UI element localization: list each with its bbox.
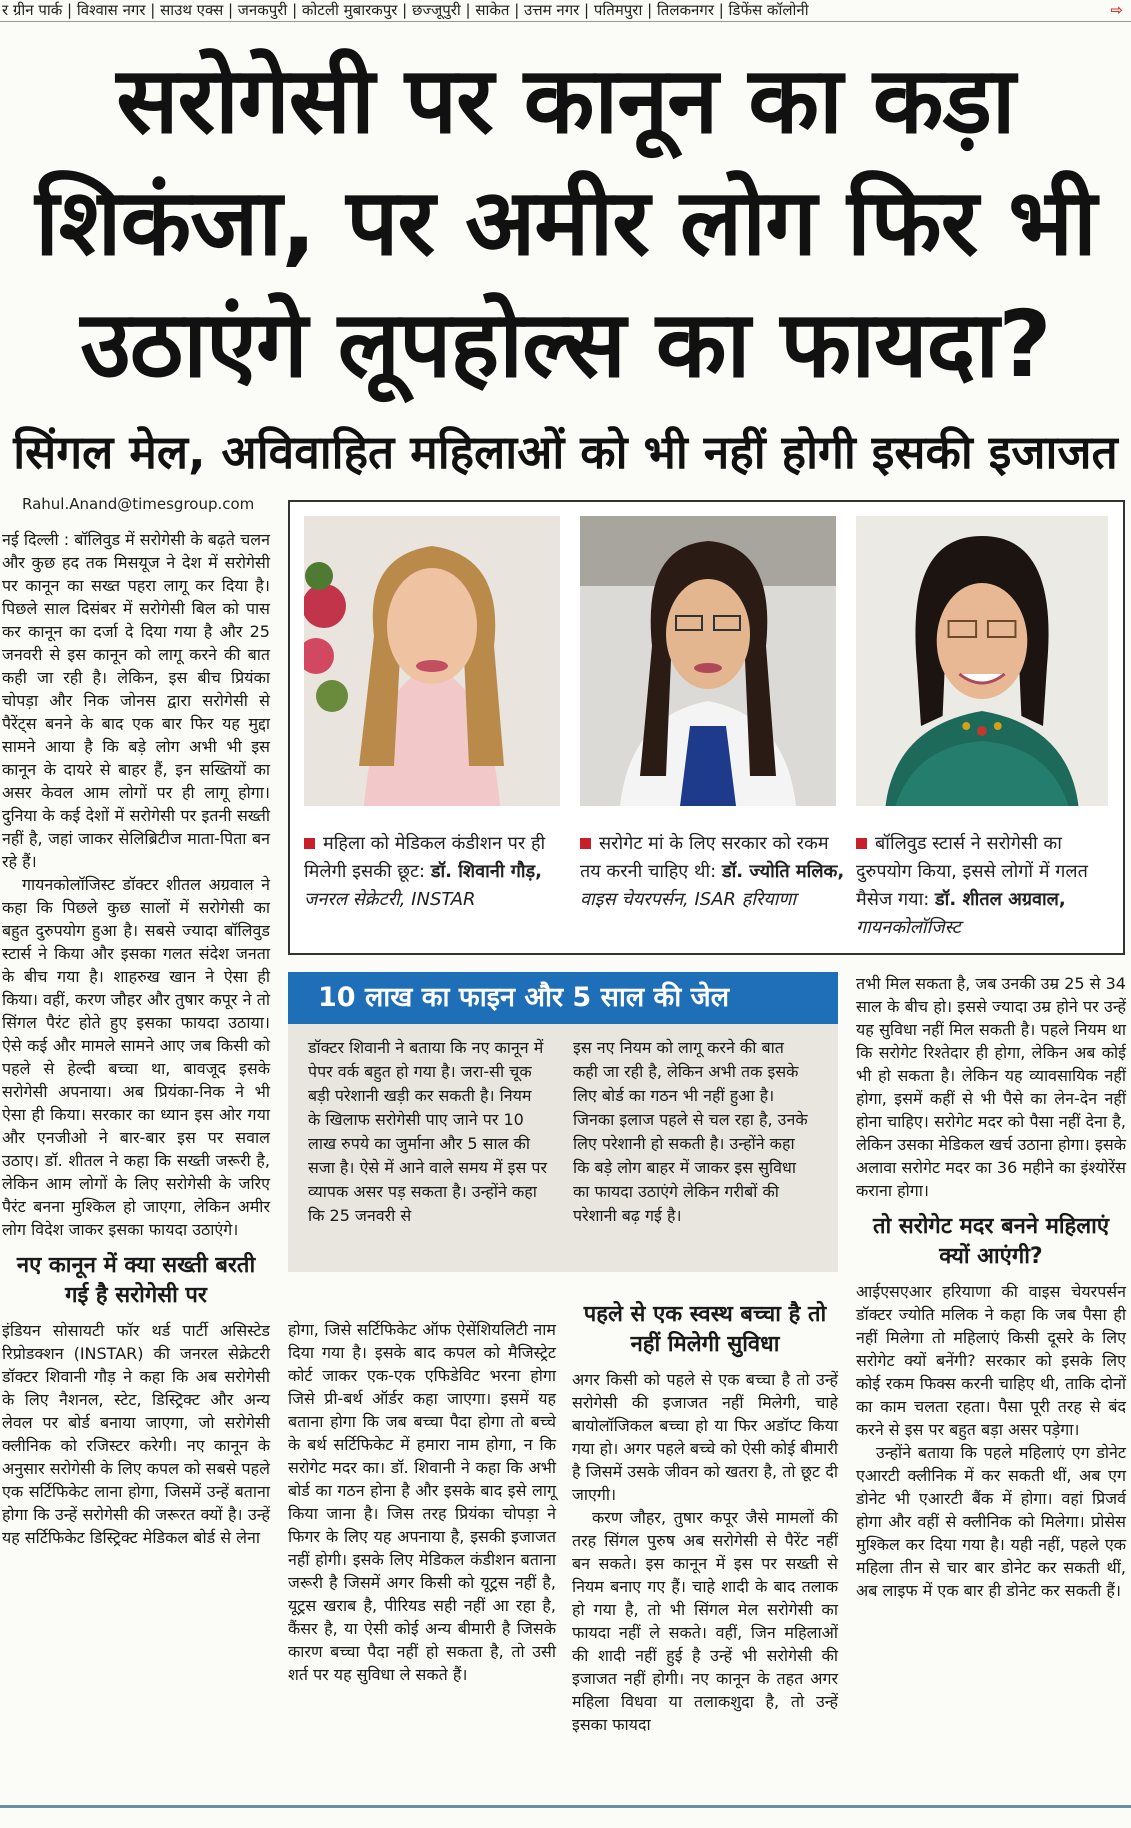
caption-2 (580, 830, 850, 914)
col4-para-3: उन्होंने बताया कि पहले महिलाएं एग डोनेट एआरटी क्लीनिक में कर सकती थीं, अब एग डोनेट भी एआरटी बैंक में होगा। वहां प्रिजर्व होगा और वहीं से क्लीनिक को मिलेगा। प्रोसेस मुश्किल कर दिया गया है। यही नहीं, पहले एक महिला तीन से चार बार डोनेट कर सकती थीं, अब लाइफ में एक बार ही डोनेट कर सकती हैं। (856, 1443, 1126, 1600)
location-bar (0, 0, 1131, 22)
subheadline: सिंगल मेल, अविवाहित महिलाओं को भी नहीं होगी इसकी इजाजत (13, 425, 1118, 479)
col1-para-2: गायनकोलॉजिस्ट डॉक्टर शीतल अग्रवाल ने कहा कि पिछले कुछ सालों में सरोगेसी का बहुत दुरुपयोग हुआ है। सबसे ज्यादा बॉलिवुड स्टार्स ने किया और इसका गलत संदेश जनता के बीच गया है। शाहरुख खान ने ऐसा ही किया। वहीं, करण जौहर और तुषार कपूर ने तो सिंगल पैरंट होते हुए इसका फायदा उठाया। ऐसे कई और मामले सामने आए जब किसी को पहले से हेल्दी बच्चा था, बावजूद इसके सरोगेसी अपनाया। अब प्रियंका-निक ने भी ऐसा ही किया। सरकार का ध्यान इस ओर गया और एनजीओ ने बार-बार इस पर सवाल उठाए। डॉ. शीतल ने कहा कि सख्ती जरूरी है, लेकिन आम लोगों के लिए सरोगेसी के जरिए पैरंट बनना मुश्किल हो जाएगा, लेकिन अमीर लोग विदेश जाकर इसका फायदा उठाएंगे। (2, 875, 270, 1239)
fact-box-left: डॉक्टर शिवानी ने बताया कि नए कानून में पेपर वर्क बहुत हो गया है। जरा-सी चूक बड़ी परेशानी खड़ी कर सकती है। नियम के खिलाफ सरोगेसी पाए जाने पर 10 लाख रुपये का जुर्माना और 5 साल की सजा है। ऐसे में आने वाले समय में इस पर व्यापक असर पड़ सकता है। उन्होंने कहा कि 25 जनवरी से (308, 1038, 548, 1225)
headline (0, 40, 1131, 406)
headline-line-3: उठाएंगे लूपहोल्स का फायदा? (80, 291, 1051, 398)
caption-3 (856, 830, 1114, 942)
col4-heading: तो सरोगेट मदर बनने महिलाएं क्यों आएंगी? (872, 1214, 1110, 1269)
caption-2-text: सरोगेट मां के लिए सरकार को रकम तय करनी चाहिए थी: (580, 833, 829, 882)
photo-dr-shivani-gaur (304, 516, 560, 806)
bullet-square-icon (580, 838, 591, 849)
byline: Rahul.Anand@timesgroup.com (22, 495, 255, 513)
photo-dr-jyoti-malik (580, 516, 836, 806)
fact-box (288, 972, 838, 1272)
col4-para-2: आईएसएआर हरियाणा की वाइस चेयरपर्सन डॉक्टर ज्योति मलिक ने कहा कि जब पैसा ही नहीं मिलेगा तो महिलाएं किसी दूसरे के लिए सरोगेट क्यों बनेंगी? सरकार को इसके लिए कोई रकम फिक्स करनी चाहिए थी, ताकि दोनों का काम चलता रहता। पैसा पूरी तरह से बंद करने से इस पर बहुत बड़ा असर पड़ेगा। (856, 1282, 1126, 1439)
headline-line-1: सरोगेसी पर कानून का कड़ा (116, 47, 1015, 154)
bullet-square-icon (856, 838, 867, 849)
caption-1-title: जनरल सेक्रेटरी, INSTAR (304, 889, 476, 910)
fact-box-title: 10 लाख का फाइन और 5 साल की जेल (288, 972, 838, 1024)
caption-1-text: महिला को मेडिकल कंडीशन पर ही मिलेगी इसकी छूट: (304, 833, 546, 882)
column-2 (288, 1318, 556, 1686)
caption-2-title: वाइस चेयरपर्सन, ISAR हरियाणा (580, 889, 797, 910)
caption-1-name: डॉ. शिवानी गौड़, (430, 861, 543, 882)
col4-para-1: तभी मिल सकता है, जब उनकी उम्र 25 से 34 साल के बीच हो। इससे ज्यादा उम्र होने पर उन्हें यह सुविधा नहीं मिल सकती है। पहले नियम था कि सरोगेट रिश्तेदार ही होगा, लेकिन अब कोई भी हो सकता है। लेकिन यह व्यावसायिक नहीं होगा, इसमें कहीं से भी पैसे का लेन-देन नहीं होना चाहिए। सरोगेट मदर को पैसा नहीं देना है, लेकिन उसका मेडिकल खर्च उठाना होगा। इसके अलावा सरोगेट मदर का 36 महीने का इंश्योरेंस कराना होगा। (856, 974, 1126, 1200)
location-list: र ग्रीन पार्क | विश्वास नगर | साउथ एक्स | जनकपुरी | कोटली मुबारकपुर | छज्जूपुरी | साकेत | उत्तम नगर | पतिमपुरा | तिलकनगर | डिफेंस कॉलोनी (2, 1, 809, 19)
col1-para-1: नई दिल्ली : बॉलिवुड में सरोगेसी के बढ़ते चलन और कुछ हद तक मिसयूज ने देश में सरोगेसी पर कानून का सख्त पहरा लागू कर दिया है। पिछले साल दिसंबर में सरोगेसी बिल को पास कर कानून का दर्जा दे दिया गया है और 25 जनवरी से इस कानून को लागू करने की बात कही जा रही है। लेकिन, इस बीच प्रियंका चोपड़ा और निक जोनस द्वारा सरोगेसी से पैरेंट्स बनने के बाद एक बार फिर यह मुद्दा सामने आया है कि बड़े लोग अभी भी इस कानून के दायरे से बाहर हैं, इन सख्तियों का असर केवल आम लोगों पर ही लागू होगा। दुनिया के कई देशों में सरोगेसी पर इतनी सख्ती नहीं है, जहां जाकर सेलिब्रिटीज माता-पिता बन रहे हैं। (2, 530, 270, 871)
col3-para-1: अगर किसी को पहले से एक बच्चा है तो उन्हें सरोगेसी की इजाजत नहीं मिलेगी, चाहे बायोलॉजिकल बच्चा हो या फिर अडॉप्ट किया गया हो। अगर पहले बच्चे को ऐसी कोई बीमारी है जिसमें उसके जीवन को खतरा है, तो छूट दी जाएगी। (572, 1370, 838, 1504)
photo-dr-sheetal-agarwal (856, 516, 1108, 806)
headline-line-2: शिकंजा, पर अमीर लोग फिर भी (35, 169, 1096, 276)
col2-para-1: होगा, जिसे सर्टिफिकेट ऑफ ऐसेंशियलिटी नाम दिया गया है। इसके बाद कपल को मैजिस्ट्रेट कोर्ट जाकर एक-एक एफिडेविट भरना होगा जिसे प्री-बर्थ ऑर्डर कहा जाएगा। इसमें यह बताना होगा कि जब बच्चा पैदा होगा तो बच्चे के बर्थ सर्टिफिकेट में हमारा नाम होगा, न कि सरोगेट मदर का। डॉ. शिवानी ने कहा कि अभी बोर्ड का गठन होना है और इसके बाद इसे लागू किया जाना है। जिस तरह प्रियंका चोपड़ा ने फिगर के लिए यह अपनाया है, इसकी इजाजत नहीं होगी। इसके लिए मेडिकल कंडीशन बताना जरूरी है जिसमें अगर किसी को यूट्रस नहीं है, यूट्रस खराब है, पीरियड सही नहीं आ रहा है, कैंसर है, या ऐसी कोई अन्य बीमारी है जिसके कारण बच्चा पैदा नहीं हो सकता है, तो उसी शर्त पर यह सुविधा ले सकते हैं। (288, 1320, 556, 1684)
caption-3-text: बॉलिवुड स्टार्स ने सरोगेसी का दुरुपयोग किया, इससे लोगों में गलत मैसेज गया: (856, 833, 1088, 910)
col1-heading: नए कानून में क्या सख्ती बरती गई है सरोगेसी पर (16, 1253, 256, 1308)
photo-panel (288, 500, 1125, 955)
caption-2-name: डॉ. ज्योति मलिक, (721, 861, 845, 882)
column-3 (572, 1300, 838, 1736)
bottom-rule (0, 1805, 1131, 1808)
column-4 (856, 972, 1126, 1602)
caption-1 (304, 830, 574, 914)
col3-para-2: करण जौहर, तुषार कपूर जैसे मामलों की तरह सिंगल पुरुष अब सरोगेसी से पैरेंट नहीं बन सकते। इस कानून में इस पर सख्ती से नियम बनाए गए हैं। चाहे शादी के बाद तलाक हो गया है, तो भी सिंगल मेल सरोगेसी का फायदा नहीं ले सकते। वहीं, जिन महिलाओं की शादी नहीं हुई है उन्हें भी सरोगेसी की इजाजत नहीं होगी। नए कानून के तहत अगर महिला विधवा या तलाकशुदा है, तो उन्हें इसका फायदा (572, 1508, 838, 1734)
col1-para-3: इंडियन सोसायटी फॉर थर्ड पार्टी असिस्टेड रिप्रोडक्शन (INSTAR) की जनरल सेक्रेटरी डॉक्टर शिवानी गौड़ ने कहा कि अब सरोगेसी के लिए नैशनल, स्टेट, डिस्ट्रिक्ट और अन्य लेवल पर बोर्ड बनाया जाएगा, जो सरोगेसी क्लीनिक को रजिस्टर करेगी। नए कानून के अनुसार सरोगेसी के लिए कपल को सबसे पहले एक सर्टिफिकेट लाना होगा, जिसमें उन्हें बताना होगा कि उन्हें सरोगेसी की जरूरत क्यों है। उन्हें यह सर्टिफिकेट डिस्ट्रिक्ट मेडिकल बोर्ड से लेना (2, 1321, 270, 1547)
caption-3-name: डॉ. शीतल अग्रवाल, (935, 889, 1066, 910)
caption-3-title: गायनकोलॉजिस्ट (856, 917, 961, 938)
col3-heading: पहले से एक स्वस्थ बच्चा है तो नहीं मिलेगी सुविधा (583, 1302, 827, 1357)
fact-box-right: इस नए नियम को लागू करने की बात कही जा रही है, लेकिन अभी तक इसके लिए बोर्ड का गठन भी नहीं हुआ है। जिनका इलाज पहले से चल रहा है, उनके लिए परेशानी हो सकती है। उन्होंने कहा कि बड़े लोग बाहर में जाकर इस सुविधा का फायदा उठाएंगे लेकिन गरीबों की परेशानी बढ़ गई है। (573, 1038, 808, 1225)
bullet-square-icon (304, 838, 315, 849)
arrow-icon: ⇨ (1106, 0, 1123, 20)
column-1 (2, 528, 270, 1549)
